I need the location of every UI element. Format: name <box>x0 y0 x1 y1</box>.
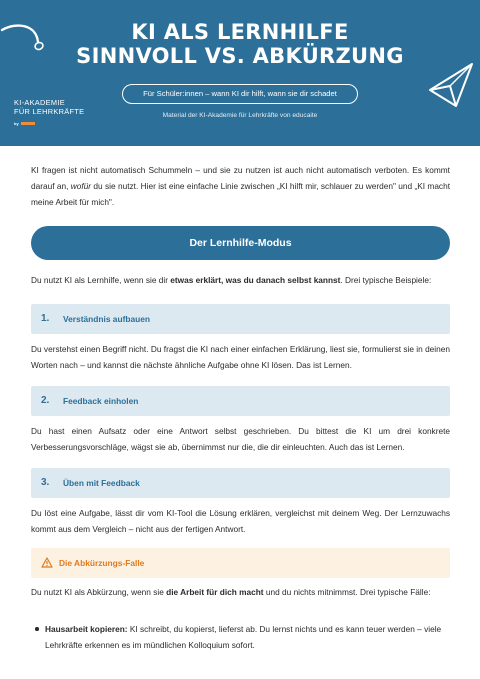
list-item: Hausarbeit kopieren: KI schreibt, du kopierst, lieferst ab. Du lernst nichts und es kann teuer werden – viele Lehrkräfte erkennen es im mündlichen Kolloquium sofort. <box>31 621 450 653</box>
page-title <box>0 20 480 68</box>
step-text-1: Du verstehst einen Begriff nicht. Du fragst die KI nach einer einfachen Erklärung, liest sie, formulierst sie in deinen Worten nach – und kannst die nächste ähnliche Aufgabe ohne KI lösen. Das ist Lernen. <box>31 344 450 370</box>
brand-line-1: KI-AKADEMIE <box>14 98 65 107</box>
warning-icon <box>41 557 53 568</box>
step-number: 3. <box>41 477 50 488</box>
step-header-2 <box>31 386 450 416</box>
title-line-1: KI ALS LERNHILFE <box>131 20 349 44</box>
brand-logo <box>14 98 84 128</box>
mode-lead: Du nutzt KI als Lernhilfe, wenn sie dir etwas erklärt, was du danach selbst kannst. Drei typische Beispiele: <box>31 275 432 285</box>
step-number: 1. <box>41 313 50 324</box>
step-label: Üben mit Feedback <box>63 478 140 488</box>
header-banner <box>0 0 480 146</box>
step-text-2: Du hast einen Aufsatz oder eine Antwort selbst geschrieben. Du bittest die KI um drei konkrete Verbesserungsvorschläge, wägst sie ab, übernimmst nur die, die dir einleuchten. Auch das ist Lernen. <box>31 426 450 452</box>
step-header-1 <box>31 304 450 334</box>
warning-header <box>31 548 450 578</box>
educaite-logo-icon <box>21 122 35 125</box>
subtitle-pill: Für Schüler:innen – wann KI dir hilft, wann sie dir schadet <box>122 84 358 104</box>
material-note: Material der KI-Akademie für Lehrkräfte von educaite <box>162 112 318 119</box>
section-banner-lernhilfe: Der Lernhilfe-Modus <box>31 226 450 260</box>
brand-line-2: FÜR LEHRKRÄFTE <box>14 107 85 116</box>
step-header-3 <box>31 468 450 498</box>
title-line-2: SINNVOLL VS. ABKÜRZUNG <box>76 44 404 68</box>
intro-text: KI fragen ist nicht automatisch Schummeln – und sie zu nutzen ist auch nicht automatisch verboten. Es kommt darauf an, wofür du sie nutzt. Hier ist eine einfache Linie zwischen „KI hilft mir, schlauer zu werden" und „KI macht meine Arbeit für mich". <box>31 165 450 207</box>
trap-list <box>31 621 450 653</box>
trap-lead: Du nutzt KI als Abkürzung, wenn sie die Arbeit für dich macht und du nichts mitnimmst. Drei typische Fälle: <box>31 587 431 597</box>
paper-plane-icon <box>426 56 476 112</box>
step-text-3: Du löst eine Aufgabe, lässt dir vom KI-Tool die Lösung erklären, vergleichst mit deinem Weg. Der Lernzuwachs kommt aus dem Vergleich – nicht aus der fertigen Antwort. <box>31 508 450 534</box>
warning-label: Die Abkürzungs-Falle <box>59 558 145 568</box>
step-number: 2. <box>41 395 50 406</box>
step-label: Feedback einholen <box>63 396 139 406</box>
step-label: Verständnis aufbauen <box>63 314 151 324</box>
brand-by: by <box>14 119 84 128</box>
